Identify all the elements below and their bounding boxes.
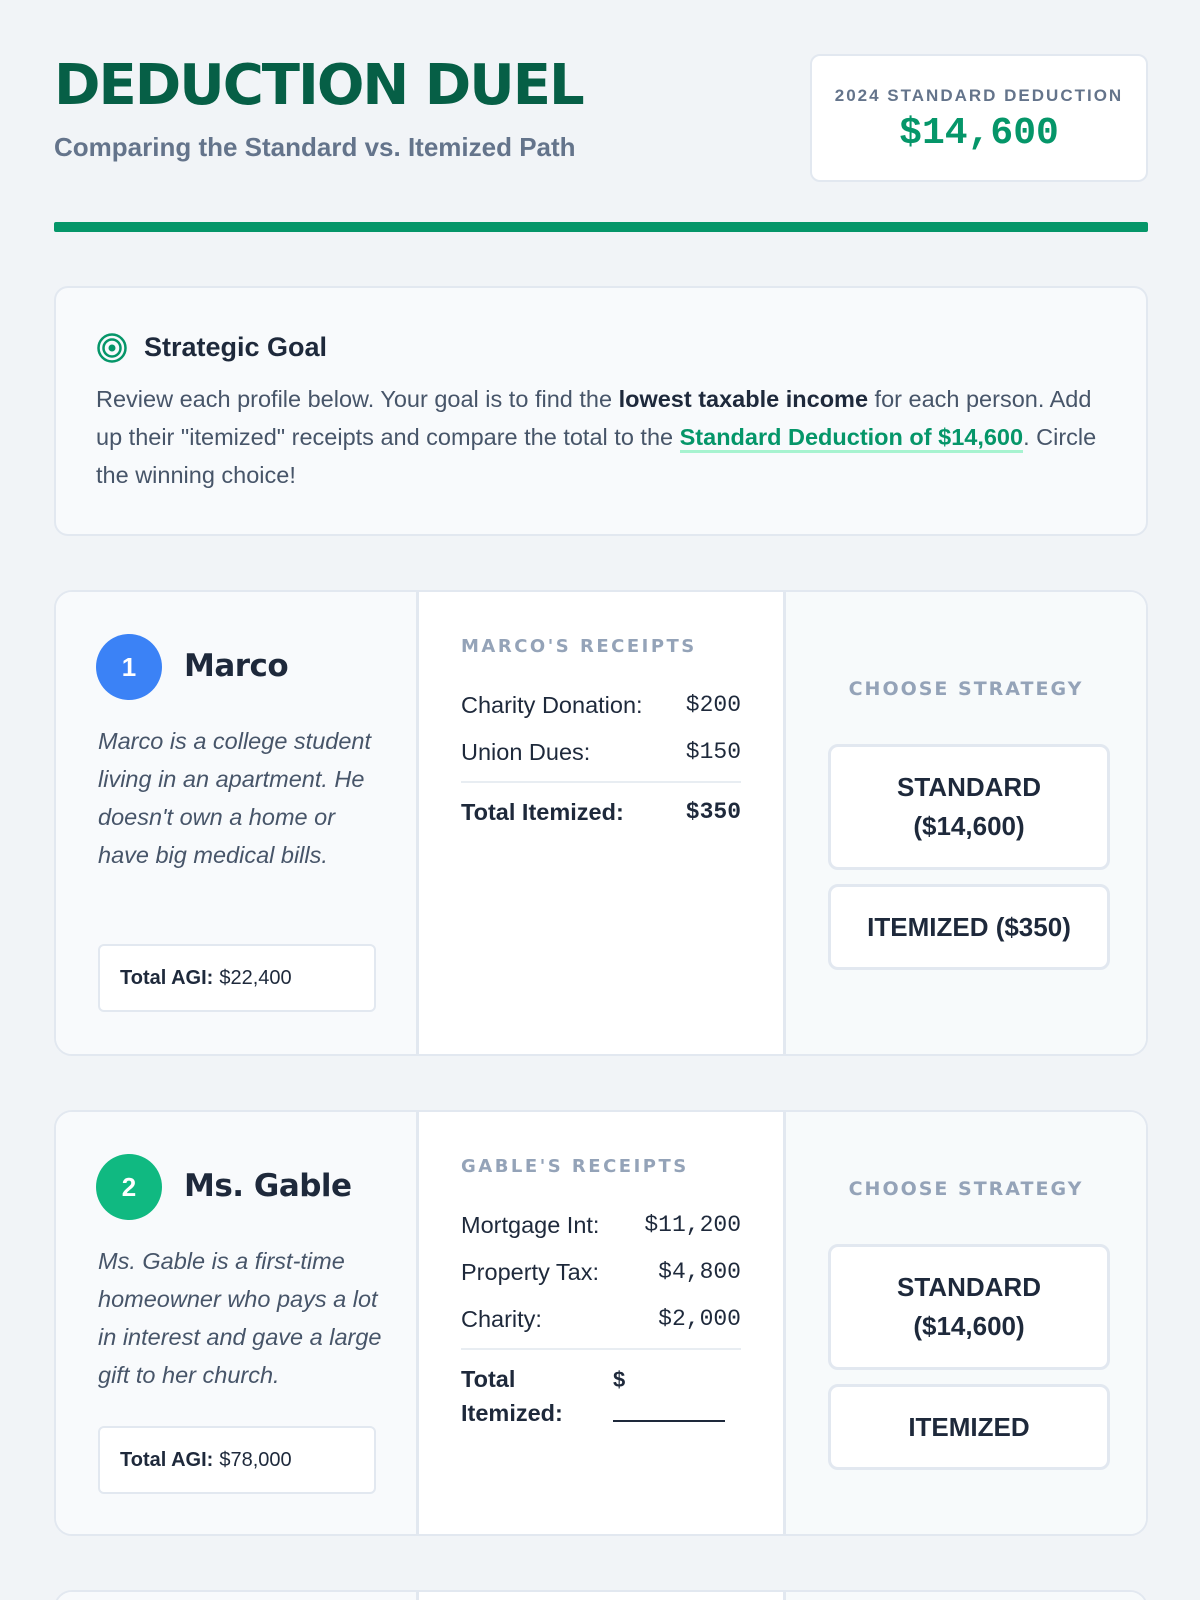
receipt-row: [461, 692, 741, 722]
goal-text-part: Review each profile below. Your goal is to find the: [96, 386, 619, 412]
receipt-row: [461, 1259, 741, 1289]
choose-standard-button[interactable]: STANDARD ($14,600): [828, 744, 1110, 870]
receipt-label: Charity:: [461, 1306, 542, 1332]
fill-in-blank-line: [613, 1404, 725, 1422]
receipt-label: Property Tax:: [461, 1259, 600, 1285]
profile-info: [56, 592, 419, 1054]
goal-text-part: . Circle the winning choice!: [96, 424, 1097, 488]
receipt-row: [461, 1306, 741, 1336]
header: [54, 54, 1148, 234]
goal-text-part: for each person. Add up their "itemized" receipts and compare the total to the: [96, 386, 1092, 450]
receipt-amount: $200: [685, 692, 741, 718]
profile-description: Marco is a college student living in an apartment. He doesn't own a home or have big medical bills.: [98, 728, 372, 868]
standard-deduction-label: 2024 STANDARD DEDUCTION: [834, 86, 1124, 105]
profile-card-gable: [54, 1110, 1148, 1536]
choose-strategy-label: CHOOSE STRATEGY: [848, 1178, 1084, 1200]
choose-standard-button[interactable]: STANDARD ($14,600): [828, 1244, 1110, 1370]
receipt-amount: $11,200: [644, 1212, 741, 1238]
receipt-row: [461, 739, 741, 769]
receipts-title: GABLE'S RECEIPTS: [461, 1156, 689, 1177]
page-title: DEDUCTION DUEL: [54, 53, 583, 118]
receipts-panel: [419, 592, 783, 1054]
profile-number-badge: 1: [96, 634, 162, 700]
total-label-line: Itemized:: [461, 1400, 563, 1426]
goal-text-emphasis: lowest taxable income: [618, 386, 869, 412]
receipt-divider: [461, 1348, 741, 1350]
standard-deduction-value: $14,600: [899, 112, 1059, 155]
goal-title: Strategic Goal: [144, 332, 328, 362]
total-currency-symbol: $: [613, 1367, 626, 1392]
receipt-label: Charity Donation:: [461, 692, 643, 718]
profile-description: Ms. Gable is a first-time homeowner who pays a lot in interest and gave a large gift to her church.: [98, 1248, 382, 1388]
strategy-panel: [783, 592, 1146, 1054]
profile-name: Ms. Gable: [184, 1168, 352, 1204]
header-divider: [54, 222, 1148, 232]
receipt-amount: $4,800: [658, 1259, 741, 1285]
page-subtitle: Comparing the Standard vs. Itemized Path: [54, 132, 576, 162]
strategy-panel: [783, 1592, 1146, 1600]
standard-deduction-highlight: Standard Deduction of $14,600: [680, 424, 1023, 453]
total-itemized-row: [461, 1362, 741, 1432]
total-label-line: Total: [461, 1366, 516, 1392]
agi-box: [98, 944, 376, 1012]
receipt-amount: $150: [685, 739, 741, 765]
receipt-label: Mortgage Int:: [461, 1212, 600, 1238]
choose-itemized-button[interactable]: ITEMIZED: [828, 1384, 1110, 1470]
agi-label: Total AGI:: [120, 966, 214, 989]
profile-info: [56, 1112, 419, 1534]
total-itemized-blank[interactable]: [613, 1362, 725, 1431]
profile-number-badge: 2: [96, 1154, 162, 1220]
goal-instructions: [96, 380, 1106, 494]
agi-value: $22,400: [219, 966, 292, 989]
total-itemized-row: [461, 799, 741, 829]
receipt-label: Union Dues:: [461, 739, 591, 765]
standard-deduction-box: [810, 54, 1148, 182]
receipt-row: [461, 1212, 741, 1242]
profile-info: [56, 1592, 419, 1600]
receipt-divider: [461, 781, 741, 783]
total-itemized-label: Total Itemized:: [461, 799, 624, 825]
agi-box: [98, 1426, 376, 1494]
profile-card-marco: [54, 590, 1148, 1056]
receipts-panel: [419, 1592, 783, 1600]
choose-itemized-button[interactable]: ITEMIZED ($350): [828, 884, 1110, 970]
strategic-goal-panel: [54, 286, 1148, 536]
receipt-amount: $2,000: [658, 1306, 741, 1332]
agi-value: $78,000: [219, 1448, 292, 1471]
receipts-title: MARCO'S RECEIPTS: [461, 636, 697, 657]
choose-strategy-label: CHOOSE STRATEGY: [848, 678, 1084, 700]
profile-name: Marco: [184, 648, 289, 684]
target-icon: [96, 332, 128, 364]
total-itemized-value: $350: [685, 799, 741, 825]
profile-card-next: [54, 1590, 1148, 1600]
strategy-panel: [783, 1112, 1146, 1534]
receipts-panel: [419, 1112, 783, 1534]
agi-label: Total AGI:: [120, 1448, 214, 1471]
